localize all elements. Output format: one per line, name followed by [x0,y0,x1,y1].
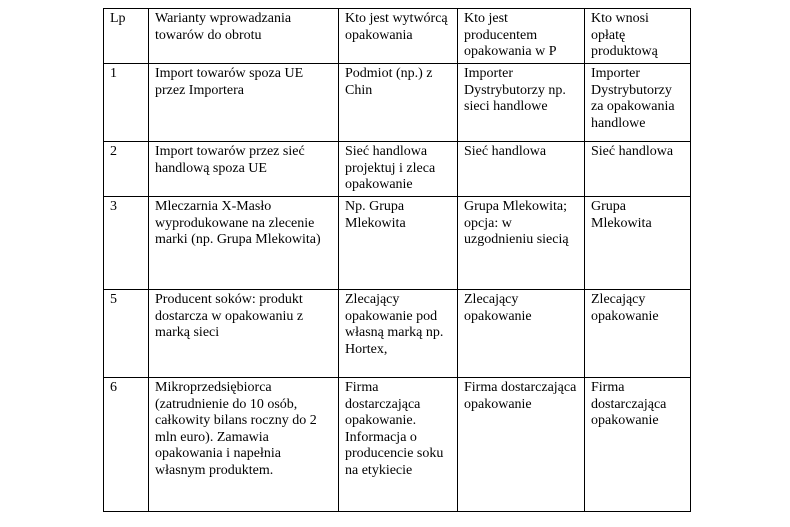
cell-producer: Firma dostarczająca opakowanie [458,378,585,512]
cell-producer: Zlecający opakowanie [458,290,585,378]
cell-fee-payer: Sieć handlowa [585,142,691,197]
cell-maker: Firma dostarczająca opakowanie. Informacja o producencie soku na etykiecie [339,378,458,512]
header-packaging-producer: Kto jest producentem opakowania w P [458,9,585,64]
cell-lp: 1 [104,64,149,142]
cell-fee-payer: Importer Dystrybutorzy za opakowania handlowe [585,64,691,142]
table-row [104,378,691,512]
cell-producer: Sieć handlowa [458,142,585,197]
cell-maker: Np. Grupa Mlekowita [339,197,458,290]
header-lp: Lp [104,9,149,64]
packaging-responsibility-table [103,8,691,512]
cell-maker: Podmiot (np.) z Chin [339,64,458,142]
table-row [104,197,691,290]
cell-variant: Import towarów przez sieć handlową spoza UE [149,142,339,197]
cell-lp: 6 [104,378,149,512]
cell-lp: 2 [104,142,149,197]
table-header-row [104,9,691,64]
header-packaging-maker: Kto jest wytwórcą opakowania [339,9,458,64]
header-variants: Warianty wprowadzania towarów do obrotu [149,9,339,64]
cell-lp: 3 [104,197,149,290]
table-row [104,64,691,142]
cell-variant: Producent soków: produkt dostarcza w opakowaniu z marką sieci [149,290,339,378]
header-fee-payer: Kto wnosi opłatę produktową [585,9,691,64]
cell-variant: Mleczarnia X-Masło wyprodukowane na zlecenie marki (np. Grupa Mlekowita) [149,197,339,290]
cell-producer: Grupa Mlekowita; opcja: w uzgodnieniu siecią [458,197,585,290]
cell-fee-payer: Firma dostarczająca opakowanie [585,378,691,512]
cell-fee-payer: Zlecający opakowanie [585,290,691,378]
cell-lp: 5 [104,290,149,378]
table-row [104,290,691,378]
cell-variant: Mikroprzedsiębiorca (zatrudnienie do 10 osób, całkowity bilans roczny do 2 mln euro). Zamawia opakowania i napełnia własnym produktem. [149,378,339,512]
cell-maker: Zlecający opakowanie pod własną marką np. Hortex, [339,290,458,378]
cell-fee-payer: Grupa Mlekowita [585,197,691,290]
cell-producer: Importer Dystrybutorzy np. sieci handlowe [458,64,585,142]
table-row [104,142,691,197]
cell-maker: Sieć handlowa projektuj i zleca opakowanie [339,142,458,197]
cell-variant: Import towarów spoza UE przez Importera [149,64,339,142]
